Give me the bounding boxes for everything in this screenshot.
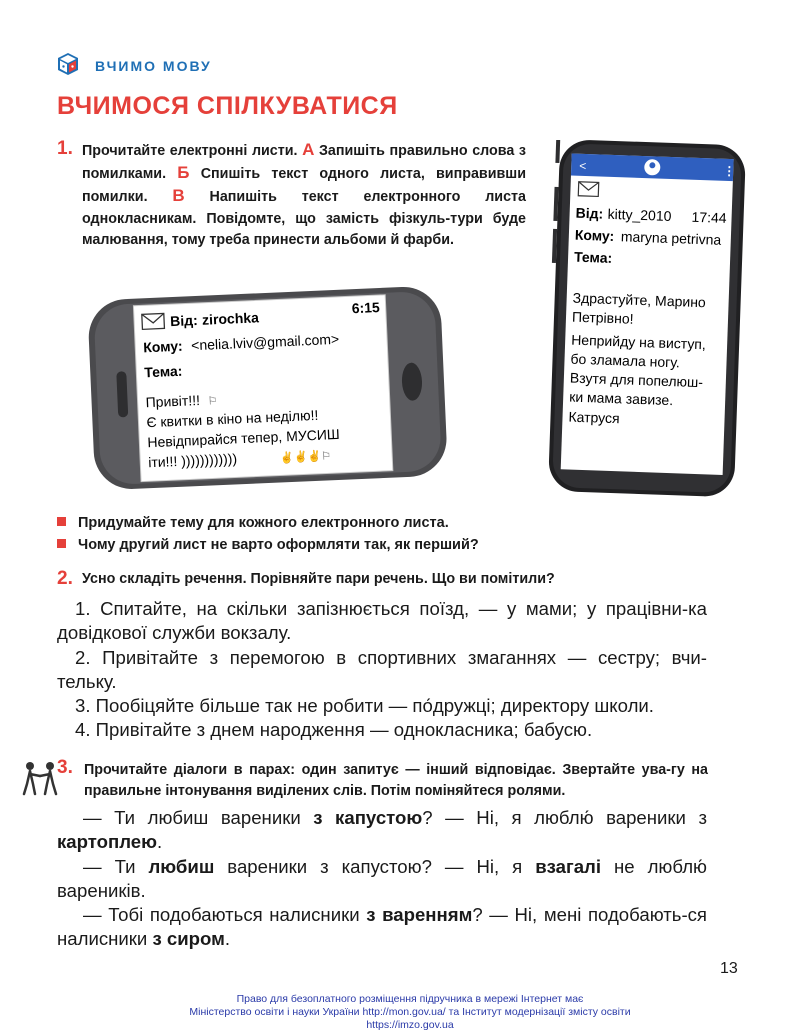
footer-notice	[160, 993, 660, 1032]
dialogue-text: ? — Ні, мені подобають-ся налисники	[57, 904, 708, 950]
phone2-line6: ки мама завизе.	[568, 388, 674, 409]
bullet-item	[57, 537, 479, 553]
footer-line-1: Право для безоплатного розміщення підручника в мережі Інтернет має	[236, 993, 584, 1005]
dialogue-text: — Ти	[83, 855, 149, 877]
task2-number: 2.	[57, 568, 73, 589]
dialogue-text: — Ти любиш вареники	[83, 807, 314, 828]
task1-instruction	[82, 139, 526, 251]
phone2-from: kitty_2010	[607, 205, 672, 224]
bullet-text-2: Чому другий лист не варто оформляти так, як перший?	[78, 537, 479, 553]
flag-icon: ⚐	[207, 395, 218, 408]
task3-instruction: Прочитайте діалоги в парах: один запитує — інший відповідає. Звертайте ува-гу на правильне інтонування виділених слів. Потім поміняйтеся ролями.	[84, 762, 708, 800]
task1-sentence-2: Запишіть правильно слова з помилками.	[82, 143, 526, 183]
task1-number: 1.	[57, 138, 73, 159]
task3-dialogues	[57, 806, 707, 952]
phone2-line4: бо зламала ногу.	[570, 350, 681, 371]
dialogue-highlight: з капустою	[313, 807, 423, 828]
task1-letter-a: А	[302, 140, 315, 159]
envelope-icon	[578, 182, 598, 197]
phone2-line2: Петрівно!	[571, 308, 634, 327]
task1-letter-c: В	[172, 186, 185, 206]
task2-items	[57, 597, 707, 743]
task1-sentence-1: Прочитайте електронні листи.	[82, 143, 298, 159]
phone1-line1: Привіт!!!	[145, 391, 201, 411]
bullet-text-1: Придумайте тему для кожного електронного листа.	[78, 515, 449, 531]
dialogue-text: не люблю́ вареників.	[57, 855, 707, 901]
phone1-subject-label: Тема:	[143, 362, 183, 381]
dialogue-highlight: любиш	[148, 855, 215, 877]
task1-letter-b: Б	[177, 163, 190, 183]
phone2-line1: Здрастуйте, Марино	[572, 289, 707, 311]
envelope-icon	[142, 313, 165, 329]
task2-item-4: 4. Привітайте з днем народження — однокласника; бабусю.	[75, 719, 593, 741]
dialogue-text: — Тобі подобаються налисники	[83, 904, 367, 926]
task2-item-1: 1. Спитайте, на скільки запізнюється поїзд, — у мами; у працівни-ка довідкової служби вокзалу.	[57, 598, 707, 644]
phone2-to: maryna petrivna	[620, 228, 722, 248]
bullet-square-icon	[57, 539, 66, 548]
dialogue-highlight: картоплею	[57, 831, 157, 853]
phone2-line3: Неприйду на виступ,	[570, 331, 707, 353]
task2-instruction: Усно складіть речення. Порівняйте пари речень. Що ви помітили?	[82, 571, 555, 587]
task3-number: 3.	[57, 757, 73, 778]
phone1-time: 6:15	[351, 299, 381, 317]
dialogue-text: вареники з капустою? — Ні, я	[214, 855, 536, 877]
task2-item-3: 3. Пообіцяйте більше так не робити — по́дружці; директору школи.	[75, 695, 654, 717]
phone-portrait	[530, 140, 752, 498]
phone1-from: zirochka	[201, 309, 260, 328]
emoji-icons: ✌✌✌⚐	[279, 450, 332, 465]
bullet-square-icon	[57, 517, 66, 526]
phone2-line7: Катруся	[568, 408, 620, 427]
header-label: ВЧИМО МОВУ	[95, 58, 212, 74]
page-number: 13	[720, 960, 738, 977]
phone1-line2: Є квитки в кіно на неділю!!	[146, 406, 319, 431]
phone2-to-label: Кому:	[574, 226, 615, 245]
footer-line-2: Міністерство освіти і науки України http://mon.gov.ua/ та Інститут модернізації змісту освіти https://imzo.gov.ua	[189, 1006, 631, 1031]
back-arrow-icon[interactable]: <	[579, 158, 587, 173]
pair-dialogue-icon	[20, 760, 62, 796]
phone2-line5: Взутя для попелюш-	[569, 369, 704, 391]
task2-item-2: 2. Привітайте з перемогою в спортивних змаганнях — сестру; вчи-тельку.	[57, 646, 707, 692]
phone1-to: <nelia.lviv@gmail.com>	[190, 330, 340, 354]
dialogue-highlight: з варенням	[366, 904, 473, 926]
task1-sentence-3: Спишіть текст одного листа, виправивши помилки.	[82, 166, 526, 206]
bullet-item	[57, 515, 449, 531]
dialogue-text: .	[157, 831, 163, 853]
section-title: ВЧИМОСЯ СПІЛКУВАТИСЯ	[57, 92, 398, 120]
phone1-line4: іти!!! ))))))))))))	[147, 450, 238, 471]
phone1-line3: Невідпирайся тепер, МУСИШ	[147, 425, 340, 451]
phone2-subject-label: Тема:	[573, 248, 613, 266]
phone1-from-label: Від:	[169, 311, 199, 330]
dialogue-3	[57, 903, 707, 952]
phone2-time: 17:44	[691, 208, 727, 226]
dialogue-1	[57, 806, 707, 855]
dialogue-text: .	[224, 928, 231, 950]
phone2-from-label: Від:	[575, 204, 604, 222]
more-menu-icon[interactable]: ⋮	[722, 163, 736, 179]
dialogue-2	[57, 855, 707, 904]
task1-sentence-4: Напишіть текст електронного листа однокласникам. Повідомте, що замість фізкуль-тури буде малювання, тому треба принести альбоми й фарби.	[82, 189, 526, 248]
dice-cube-icon	[56, 52, 80, 76]
dialogue-highlight: з сиром	[152, 928, 225, 950]
dialogue-text: ? — Ні, я люблю́ вареники з	[422, 807, 707, 828]
dialogue-highlight: взагалі	[535, 855, 602, 877]
phone-landscape	[85, 275, 450, 495]
phone1-to-label: Кому:	[142, 337, 183, 356]
